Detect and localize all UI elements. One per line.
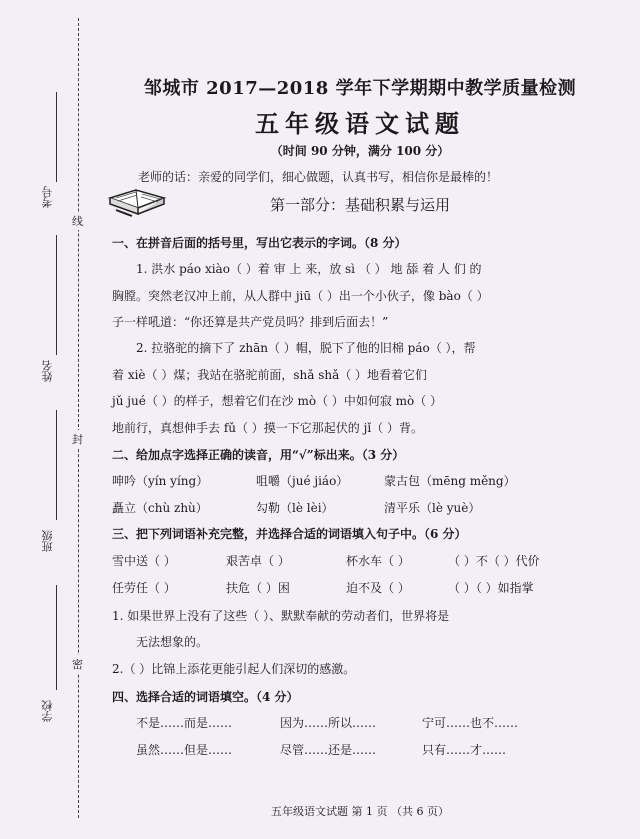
exam-no-label: 考号	[41, 186, 54, 208]
seal-mark-xian: 线	[72, 212, 83, 230]
q2-item-6: 清平乐（lè yuè）	[384, 501, 481, 515]
q3-sentence-1: 1. 如果世界上没有了这些（ ）、默默奉献的劳动者们，世界将是	[112, 609, 450, 623]
q1-line-7: 地前行，真想伸手去 fǔ（ ）摸一下它那起伏的 jǐ（ ）背。	[112, 421, 423, 435]
binding-dashed-line	[78, 18, 79, 818]
q2-item-5: 勾勒（lè lèi）	[256, 501, 334, 515]
exam-no-blank	[56, 92, 57, 182]
class-label: 班级	[41, 530, 54, 552]
q1-line-2: 胸膛。突然老汉冲上前，从人群中 jiū（ ）出一个小伙子，像 bào（ ）	[112, 289, 489, 303]
q4-option-6: 只有……才……	[422, 743, 507, 757]
q2-heading: 二、给加点字选择正确的读音，用“√”标出来。（3 分）	[112, 448, 405, 462]
q2-item-4: 矗立（chù zhù）	[112, 501, 208, 515]
q1-line-5: 着 xiè（ ）煤；我站在骆驼前面，shǎ shǎ（ ）地看着它们	[112, 368, 428, 382]
part-one-title: 第一部分：基础积累与运用	[269, 196, 450, 214]
q3-phrase-4: （ ）不（ ）代价	[448, 554, 540, 568]
school-blank	[56, 585, 57, 690]
q4-option-4: 虽然……但是……	[136, 743, 233, 757]
q4-option-2: 因为……所以……	[280, 716, 377, 730]
q1-line-6: jǔ jué（ ）的样子，想着它们在沙 mò（ ）中如何寂 mò（ ）	[112, 394, 443, 408]
exam-title: 邹城市 2017—2018 学年下学期期中教学质量检测	[143, 78, 577, 99]
q4-option-1: 不是……而是……	[136, 716, 233, 730]
q3-phrase-1: 雪中送（ ）	[112, 554, 176, 568]
q1-line-3: 子一样吼道：“你还算是共产党员吗？排到后面去！”	[112, 315, 389, 329]
school-label: 学校	[41, 700, 54, 722]
q2-item-2: 咀嚼（jué jiáo）	[256, 474, 349, 488]
page-footer: 五年级语文试题 第 1 页 （共 6 页）	[271, 805, 449, 818]
teacher-note: 老师的话：亲爱的同学们，细心做题，认真书写，相信你是最棒的！	[138, 170, 499, 184]
q3-phrase-3: 杯水车（ ）	[346, 554, 410, 568]
seal-mark-feng: 封	[72, 430, 83, 448]
q2-item-1: 呻吟（yín yíng）	[112, 474, 209, 488]
q4-option-5: 尽管……还是……	[280, 743, 377, 757]
name-label: 姓名	[41, 360, 54, 382]
q1-heading: 一、在拼音后面的括号里，写出它表示的字词。（8 分）	[112, 236, 407, 250]
q2-item-3: 蒙古包（mēng měng）	[384, 474, 516, 488]
seal-mark-mi: 密	[72, 655, 83, 673]
q4-option-3: 宁可……也不……	[422, 716, 519, 730]
q3-phrase-8: （ ）（ ）如指掌	[448, 581, 534, 595]
q4-heading: 四、选择合适的词语填空。（4 分）	[112, 690, 299, 704]
q3-phrase-7: 迫不及（ ）	[346, 581, 410, 595]
name-blank	[56, 235, 57, 355]
q3-sentence-1-cont: 无法想象的。	[136, 635, 209, 649]
q3-phrase-5: 任劳任（ ）	[112, 581, 176, 595]
q3-sentence-2: 2.（ ）比锦上添花更能引起人们深切的感激。	[112, 662, 356, 676]
q1-line-4: 2. 拉骆驼的摘下了 zhān（ ）帽，脱下了他的旧棉 páo（ ），帮	[136, 341, 476, 355]
q1-line-1: 1. 洪水 páo xiào（ ）着 审 上 来，放 sì （ ） 地 舔 着 人 们 的	[136, 262, 482, 276]
class-blank	[56, 410, 57, 520]
q3-heading: 三、把下列词语补充完整，并选择合适的词语填入句子中。（6 分）	[112, 527, 467, 541]
time-and-score: （时间 90 分钟，满分 100 分）	[270, 144, 450, 158]
paper-title: 五年级语文试题	[255, 109, 465, 138]
q3-phrase-6: 扶危（ ）困	[226, 581, 290, 595]
q3-phrase-2: 艰苦卓（ ）	[226, 554, 290, 568]
